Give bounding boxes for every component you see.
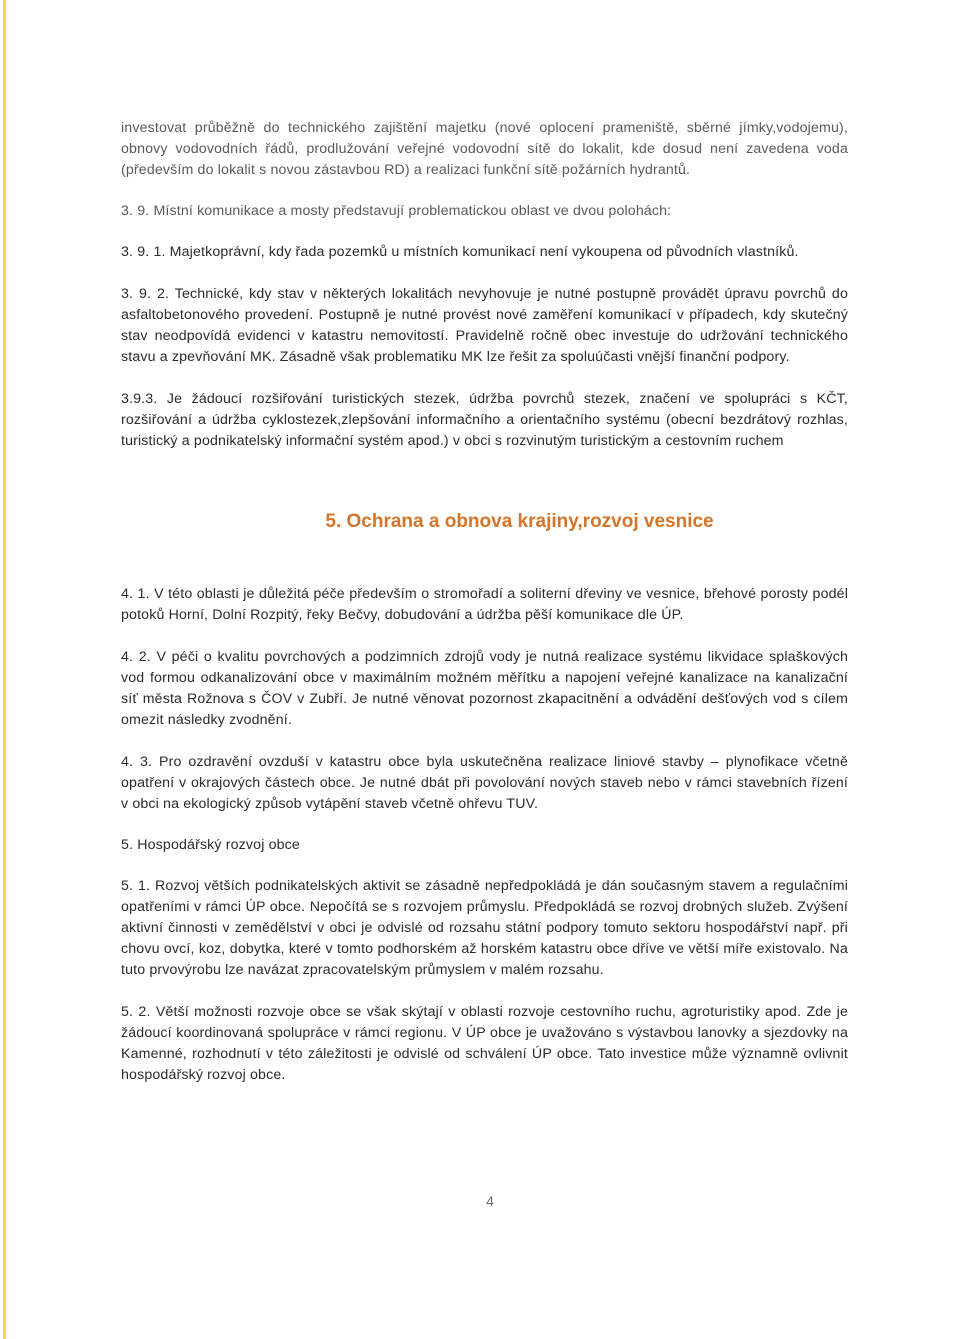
paragraph-3-9-2: 3. 9. 2. Technické, kdy stav v některých lokalitách nevyhovuje je nutné postupně provádět úpravu povrchů do asfaltobetonového provedení. Postupně je nutné provést nové zaměření komunikací v případech, kdy skutečný stav neodpovídá evidenci v katastru nemovitostí. Pravidelně ročně obec investuje do udržování technického stavu a zpevňování MK. Zásadně však problematiku MK lze řešit za spoluúčasti vnější finanční podpory. <box>121 286 848 365</box>
paragraph-4-1: 4. 1. V této oblasti je důležitá péče především o stromořadí a soliterní dřeviny ve vesnice, břehové porosty podél potoků Horní, Dolní Rozpitý, řeky Bečvy, dobudování a údržba pěší komunikace dle ÚP. <box>121 586 848 623</box>
section-heading: 5. Ochrana a obnova krajiny,rozvoj vesnice <box>325 511 714 532</box>
paragraph-4-2: 4. 2. V péči o kvalitu povrchových a podzimních zdrojů vody je nutná realizace systému likvidace splaškových vod formou odkanalizování obce v maximálním možném měřítku a napojení veřejné kanalizace na kanalizační síť města Rožnova s ČOV v Zubří. Je nutné věnovat pozornost zkapacitnění a odvádění dešťových vod s cílem omezit následky zvodnění. <box>121 649 848 728</box>
paragraph-4-3: 4. 3. Pro ozdravění ovzduší v katastru obce byla uskutečněna realizace liniové stavby – plynofikace včetně opatření v okrajových částech obce. Je nutné dbát při povolování nových staveb nebo v rámci stavebních řízení v obci na ekologický způsob vytápění staveb včetně ohřevu TUV. <box>121 754 848 812</box>
paragraph-water-infrastructure: investovat průběžně do technického zajištění majetku (nové oplocení prameniště, sběrné jímky,vodojemu), obnovy vodovodních řádů, prodlužování veřejné vodovodní sítě do lokalit, kde dosud není zavedena voda (především do lokalit s novou zástavbou RD) a realizaci funkční sítě požárních hydrantů. <box>121 120 848 178</box>
scan-edge-stripe <box>3 0 6 1339</box>
paragraph-3-9-1: 3. 9. 1. Majetkoprávní, kdy řada pozemků u místních komunikací není vykoupena od původních vlastníků. <box>121 244 799 260</box>
paragraph-3-9: 3. 9. Místní komunikace a mosty představují problematickou oblast ve dvou polohách: <box>121 203 672 219</box>
document-page <box>121 118 848 1086</box>
subsection-title-economy: 5. Hospodářský rozvoj obce <box>121 837 300 853</box>
paragraph-3-9-3: 3.9.3. Je žádoucí rozšiřování turistických stezek, údržba povrchů stezek, značení ve spolupráci s KČT, rozšiřování a údržba cyklostezek,zlepšování informačního a orientačního systému (obecní bezdrátový rozhlas, turistický a podnikatelský informační systém apod.) v obci s rozvinutým turistickým a cestovním ruchem <box>121 391 848 449</box>
paragraph-5-2: 5. 2. Větší možnosti rozvoje obce se však skýtají v oblasti rozvoje cestovního ruchu, agroturistiky apod. Zde je žádoucí koordinovaná spolupráce v rámci regionu. V ÚP obce je uvažováno s výstavbou lanovky a sjezdovky na Kamenné, rozhodnutí v této záležitosti je odvislé od schválení ÚP obce. Tato investice může významně ovlivnit hospodářský rozvoj obce. <box>121 1004 848 1083</box>
paragraph-5-1: 5. 1. Rozvoj větších podnikatelských aktivit se zásadně nepředpokládá je dán současným stavem a regulačními opatřeními v rámci ÚP obce. Nepočítá se s rozvojem průmyslu. Předpokládá se rozvoj drobných služeb. Zvýšení aktivní činnosti v zemědělství v obci je odvislé od rozsahu státní podpory tomuto sektoru hospodářství např. při chovu ovcí, koz, dobytka, které v tomto podhorském až horském katastru obce dříve ve větší míře existovalo. Na tuto prvovýrobu lze navázat zpracovatelským průmyslem v malém rozsahu. <box>121 878 848 978</box>
page-number: 4 <box>486 1193 494 1209</box>
